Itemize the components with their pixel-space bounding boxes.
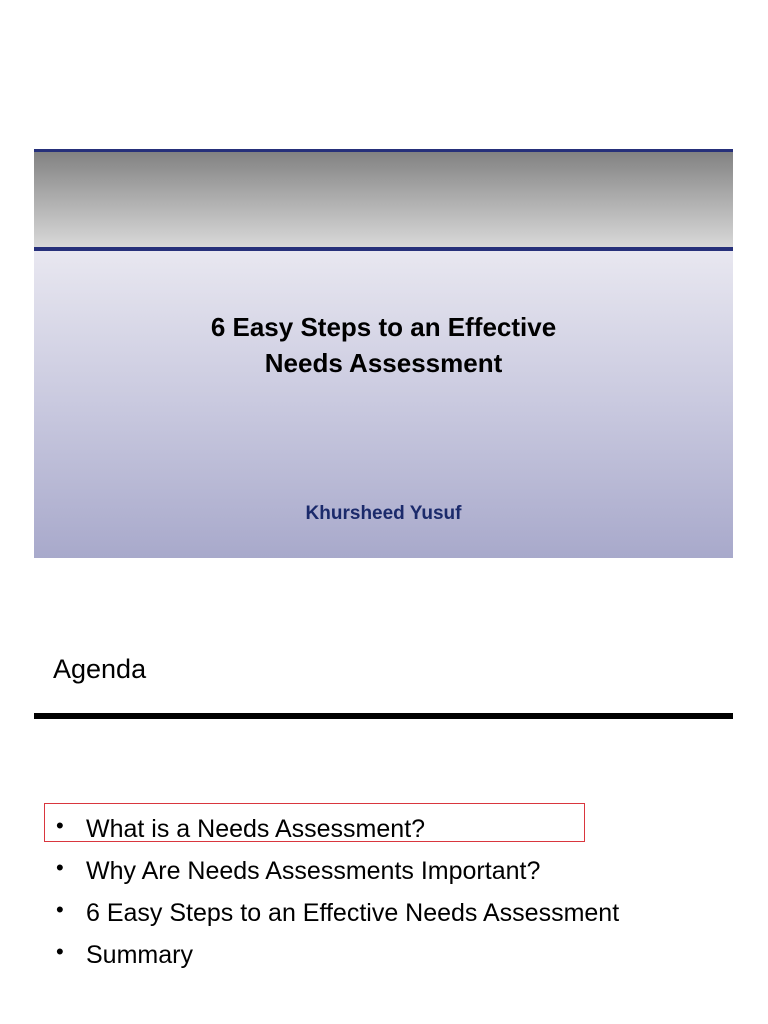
agenda-item-label: What is a Needs Assessment?: [86, 815, 426, 843]
header-band: [34, 149, 733, 249]
agenda-item-label: 6 Easy Steps to an Effective Needs Assessment: [86, 899, 620, 927]
slide-author: Khursheed Yusuf: [305, 503, 462, 524]
agenda-divider: [34, 713, 733, 719]
bullet-icon: •: [56, 855, 64, 880]
agenda-item-label: Why Are Needs Assessments Important?: [86, 857, 541, 885]
agenda-heading: Agenda: [53, 654, 147, 684]
bullet-icon: •: [56, 813, 64, 838]
header-top-rule: [34, 149, 733, 152]
slide-title-line-2: Needs Assessment: [264, 348, 503, 378]
slide-title: [34, 309, 733, 381]
agenda-item-label: Summary: [86, 941, 193, 969]
title-slide: [34, 149, 733, 558]
bullet-icon: •: [56, 897, 64, 922]
bullet-icon: •: [56, 939, 64, 964]
slide-title-line-1: 6 Easy Steps to an Effective: [210, 312, 557, 342]
